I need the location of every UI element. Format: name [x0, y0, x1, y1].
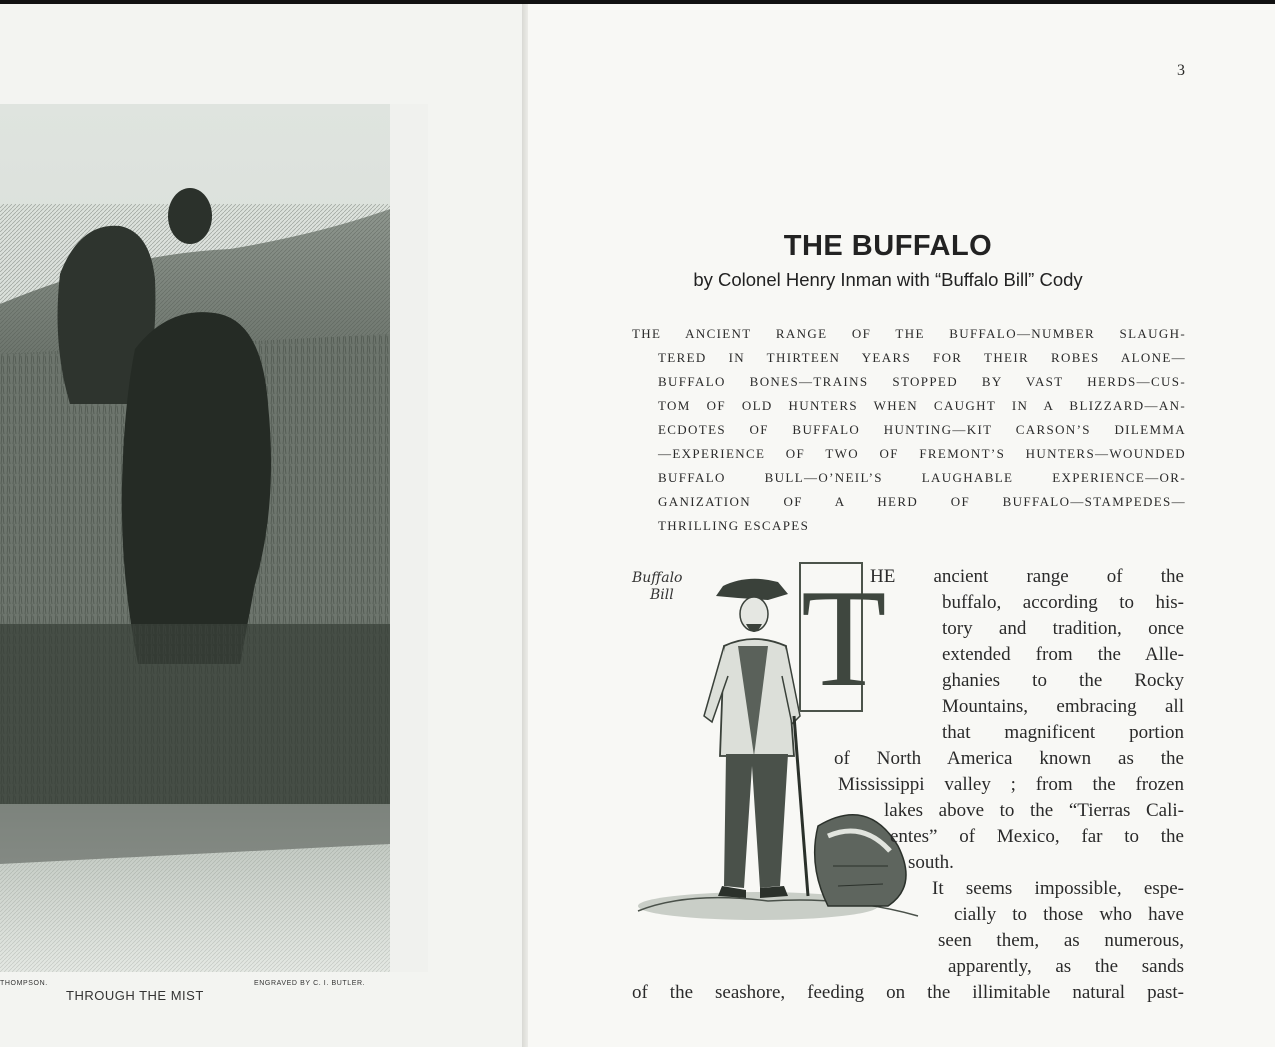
body-line: lakes above to the “Tierras Cali-	[884, 800, 1184, 821]
drop-cap-box	[799, 561, 887, 716]
chapter-synopsis	[632, 322, 1186, 538]
body-line: cially to those who have	[954, 904, 1184, 925]
body-line: south.	[908, 852, 954, 873]
body-line: entes” of Mexico, far to the	[890, 826, 1184, 847]
illustration-signature	[632, 570, 682, 604]
body-line: of the seashore, feeding on the illimitable natural past-	[632, 982, 1184, 1003]
buffalo-engraving-image	[0, 104, 428, 972]
body-line: of North America known as the	[834, 748, 1184, 769]
page-number: 3	[1177, 62, 1185, 79]
body-line: HE ancient range of the	[870, 566, 1184, 587]
synopsis-line: —EXPERIENCE OF TWO OF FREMONT’S HUNTERS—WOUNDED	[658, 446, 1186, 461]
engraver-credit: ENGRAVED BY C. I. BUTLER.	[254, 980, 366, 987]
right-page	[528, 4, 1275, 1047]
signature-line-2: Bill	[650, 587, 674, 603]
body-line: tory and tradition, once	[942, 618, 1184, 639]
synopsis-line: BUFFALO BULL—O’NEIL’S LAUGHABLE EXPERIENCE—OR-	[658, 470, 1186, 485]
body-line: apparently, as the sands	[948, 956, 1184, 977]
article-title: THE BUFFALO	[783, 230, 993, 262]
body-line: that magnificent portion	[942, 722, 1184, 743]
body-line: It seems impossible, espe-	[932, 878, 1184, 899]
drop-cap-letter: T	[801, 561, 887, 716]
body-line: extended from the Alle-	[942, 644, 1184, 665]
synopsis-line: ECDOTES OF BUFFALO HUNTING—KIT CARSON’S DILEMMA	[658, 422, 1186, 437]
synopsis-line: TOM OF OLD HUNTERS WHEN CAUGHT IN A BLIZZARD—AN-	[658, 398, 1186, 413]
image-caption: THROUGH THE MIST	[66, 988, 204, 1003]
artist-credit: THOMPSON.	[0, 980, 48, 987]
body-line: Mississippi valley ; from the frozen	[838, 774, 1184, 795]
left-page	[0, 4, 524, 1047]
signature-line-1: Buffalo	[632, 570, 683, 586]
body-line: ghanies to the Rocky	[942, 670, 1184, 691]
synopsis-line: THRILLING ESCAPES	[658, 518, 810, 533]
article-byline: by Colonel Henry Inman with “Buffalo Bill” Cody	[693, 269, 1083, 290]
synopsis-line: GANIZATION OF A HERD OF BUFFALO—STAMPEDES—	[658, 494, 1186, 509]
synopsis-line: TERED IN THIRTEEN YEARS FOR THEIR ROBES ALONE—	[658, 350, 1186, 365]
body-line: seen them, as numerous,	[938, 930, 1184, 951]
synopsis-line: THE ANCIENT RANGE OF THE BUFFALO—NUMBER SLAUGH-	[632, 326, 1186, 341]
body-line: Mountains, embracing all	[942, 696, 1184, 717]
synopsis-line: BUFFALO BONES—TRAINS STOPPED BY VAST HERDS—CUS-	[658, 374, 1186, 389]
body-line: buffalo, according to his-	[942, 592, 1184, 613]
